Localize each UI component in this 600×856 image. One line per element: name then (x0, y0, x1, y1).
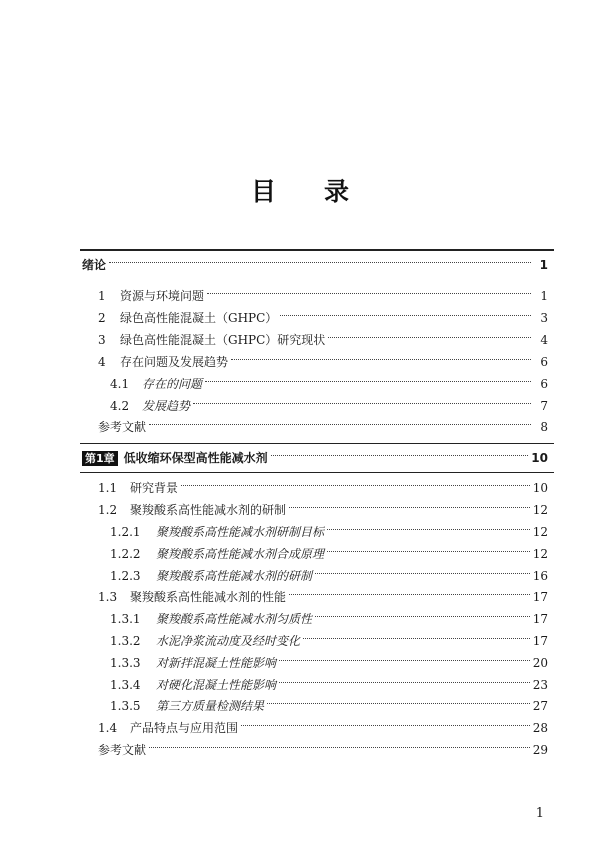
toc-entry-label: 第三方质量检测结果 (156, 699, 265, 713)
toc-entry-page: 17 (532, 634, 548, 648)
dot-leader (279, 682, 530, 683)
toc-entry-number: 1.3.1 (110, 612, 141, 626)
toc-entry-label: 产品特点与应用范围 (130, 721, 239, 735)
toc-entry-number: 1.2.1 (110, 525, 141, 539)
toc-entry-label: 绿色高性能混凝土（GHPC）研究现状 (120, 333, 326, 347)
toc-entry-page: 29 (532, 743, 548, 757)
dot-leader (267, 703, 530, 704)
toc-entry-number: 1.3.3 (110, 656, 141, 670)
toc-entry-label: 参考文献 (98, 420, 147, 434)
dot-leader (327, 551, 530, 552)
toc-entry-page: 17 (532, 612, 548, 626)
toc-entry-label: 聚羧酸系高性能减水剂合成原理 (156, 547, 325, 561)
toc-entry-label: 聚羧酸系高性能减水剂匀质性 (156, 612, 313, 626)
toc-entry[interactable] (98, 720, 548, 736)
dot-leader (279, 660, 530, 661)
toc-entry[interactable] (110, 398, 548, 414)
toc-entry[interactable] (98, 502, 548, 518)
toc-entry[interactable] (98, 310, 548, 326)
title-char: 录 (324, 177, 350, 206)
chapter-tag: 第1章 (82, 451, 118, 466)
title-char: 目 (250, 177, 276, 206)
toc-entry-number: 1.3.4 (110, 678, 141, 692)
toc-entry-page: 20 (532, 656, 548, 670)
toc-entry-number: 3 (98, 333, 106, 347)
toc-entry-page: 1 (540, 289, 548, 303)
toc-entry-label: 绪论 (82, 258, 107, 272)
toc-entry-label: 聚羧酸系高性能减水剂研制目标 (156, 525, 325, 539)
toc-entry-number: 1.3 (98, 590, 118, 604)
toc-entry[interactable] (110, 546, 548, 562)
dot-leader (231, 359, 531, 360)
toc-entry-label: 聚羧酸系高性能减水剂的研制 (130, 503, 287, 517)
toc-entry-page: 16 (532, 569, 548, 583)
toc-entry-number: 1 (98, 289, 106, 303)
top-rule (80, 249, 554, 251)
toc-entry-number: 1.3.5 (110, 699, 141, 713)
toc-entry[interactable] (110, 568, 548, 584)
page-number: 1 (535, 806, 544, 821)
toc-entry-label: 资源与环境问题 (120, 289, 205, 303)
toc-entry-page: 3 (540, 311, 548, 325)
toc-entry-chapter-1[interactable] (82, 450, 548, 466)
toc-entry-label: 水泥净浆流动度及经时变化 (156, 634, 301, 648)
toc-entry-number: 1.1 (98, 481, 118, 495)
dot-leader (271, 455, 529, 456)
toc-entry[interactable] (98, 480, 548, 496)
toc-entry[interactable] (98, 288, 548, 304)
dot-leader (303, 638, 530, 639)
toc-entry-page: 6 (540, 355, 548, 369)
toc-entry[interactable] (98, 332, 548, 348)
toc-entry[interactable] (110, 698, 548, 714)
toc-entry[interactable] (110, 633, 548, 649)
toc-entry[interactable] (110, 376, 548, 392)
toc-entry-label: 存在问题及发展趋势 (120, 355, 229, 369)
dot-leader (327, 529, 530, 530)
toc-entry-number: 1.2.2 (110, 547, 141, 561)
toc-entry-label: 聚羧酸系高性能减水剂的研制 (156, 569, 313, 583)
toc-entry-page: 1 (539, 258, 548, 272)
dot-leader (181, 485, 530, 486)
toc-entry-page: 10 (531, 451, 548, 465)
toc-entry-label: 研究背景 (130, 481, 179, 495)
toc-entry[interactable] (110, 611, 548, 627)
dot-leader (149, 747, 530, 748)
dot-leader (109, 262, 531, 263)
toc-entry-page: 12 (532, 525, 548, 539)
toc-entry-number: 2 (98, 311, 106, 325)
toc-entry-page: 27 (532, 699, 548, 713)
toc-entry-label: 存在的问题 (142, 377, 203, 391)
toc-entry-number: 1.4 (98, 721, 118, 735)
dot-leader (241, 725, 530, 726)
dot-leader (207, 293, 531, 294)
toc-entry-page: 17 (532, 590, 548, 604)
dot-leader (328, 337, 531, 338)
dot-leader (289, 507, 530, 508)
toc-entry[interactable] (98, 354, 548, 370)
dot-leader (205, 381, 531, 382)
toc-entry-number: 4.1 (110, 377, 130, 391)
dot-leader (280, 315, 531, 316)
toc-entry-page: 10 (532, 481, 548, 495)
toc-entry-label: 绿色高性能混凝土（GHPC） (120, 311, 278, 325)
toc-entry-page: 4 (540, 333, 548, 347)
toc-entry-page: 28 (532, 721, 548, 735)
toc-entry-number: 4.2 (110, 399, 130, 413)
toc-entry-page: 8 (540, 420, 548, 434)
toc-entry-number: 1.2.3 (110, 569, 141, 583)
toc-entry[interactable] (98, 419, 548, 435)
dot-leader (315, 573, 530, 574)
page-title (0, 172, 600, 208)
dot-leader (315, 616, 530, 617)
toc-entry[interactable] (98, 589, 548, 605)
toc-entry-label: 聚羧酸系高性能减水剂的性能 (130, 590, 287, 604)
toc-entry-label: 发展趋势 (142, 399, 191, 413)
toc-entry-label: 对新拌混凝土性能影响 (156, 656, 277, 670)
toc-entry[interactable] (110, 655, 548, 671)
section-rule (80, 472, 554, 473)
toc-entry-intro[interactable] (82, 257, 548, 273)
toc-entry-label: 参考文献 (98, 743, 147, 757)
toc-entry-page: 23 (532, 678, 548, 692)
toc-entry-number: 4 (98, 355, 106, 369)
dot-leader (289, 594, 530, 595)
toc-entry-page: 12 (532, 503, 548, 517)
dot-leader (149, 424, 531, 425)
toc-entry-page: 7 (540, 399, 548, 413)
dot-leader (193, 403, 531, 404)
toc-entry-page: 6 (540, 377, 548, 391)
toc-entry[interactable] (98, 742, 548, 758)
toc-entry[interactable] (110, 677, 548, 693)
toc-entry-number: 1.2 (98, 503, 118, 517)
toc-entry-label: 对硬化混凝土性能影响 (156, 678, 277, 692)
toc-entry-label: 低收缩环保型高性能减水剂 (123, 451, 268, 465)
toc-entry[interactable] (110, 524, 548, 540)
toc-entry-page: 12 (532, 547, 548, 561)
toc-entry-number: 1.3.2 (110, 634, 141, 648)
section-rule (80, 443, 554, 444)
